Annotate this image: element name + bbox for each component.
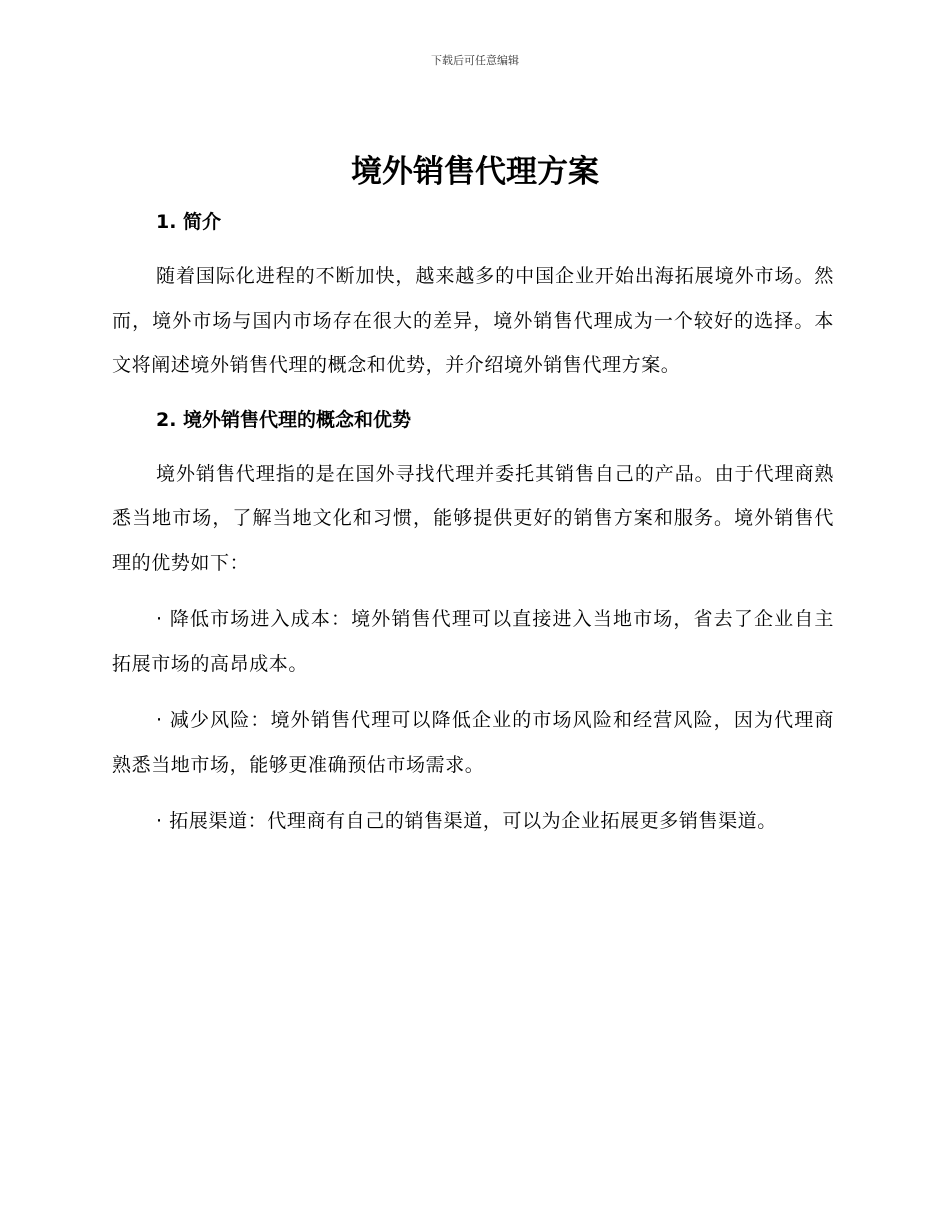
advantage-bullet-channel: · 拓展渠道：代理商有自己的销售渠道，可以为企业拓展更多销售渠道。 [156,810,777,832]
document-body [112,200,834,844]
concept-paragraph: 境外销售代理指的是在国外寻找代理并委托其销售自己的产品。由于代理商熟悉当地市场，了解当地文化和习惯，能够提供更好的销售方案和服务。境外销售代理的优势如下： [112,462,834,574]
section-heading-intro: 1. 简介 [156,211,222,233]
intro-paragraph: 随着国际化进程的不断加快，越来越多的中国企业开始出海拓展境外市场。然而，境外市场与国内市场存在很大的差异，境外销售代理成为一个较好的选择。本文将阐述境外销售代理的概念和优势，并介绍境外销售代理方案。 [112,265,834,376]
advantage-bullet-cost: · 降低市场进入成本：境外销售代理可以直接进入当地市场，省去了企业自主拓展市场的高昂成本。 [112,608,834,675]
section-heading-concept: 2. 境外销售代理的概念和优势 [156,408,412,431]
header-note: 下载后可任意编辑 [431,54,519,67]
advantage-bullet-risk: · 减少风险：境外销售代理可以降低企业的市场风险和经营风险，因为代理商熟悉当地市场，能够更准确预估市场需求。 [112,709,834,776]
page-title: 境外销售代理方案 [351,154,599,190]
